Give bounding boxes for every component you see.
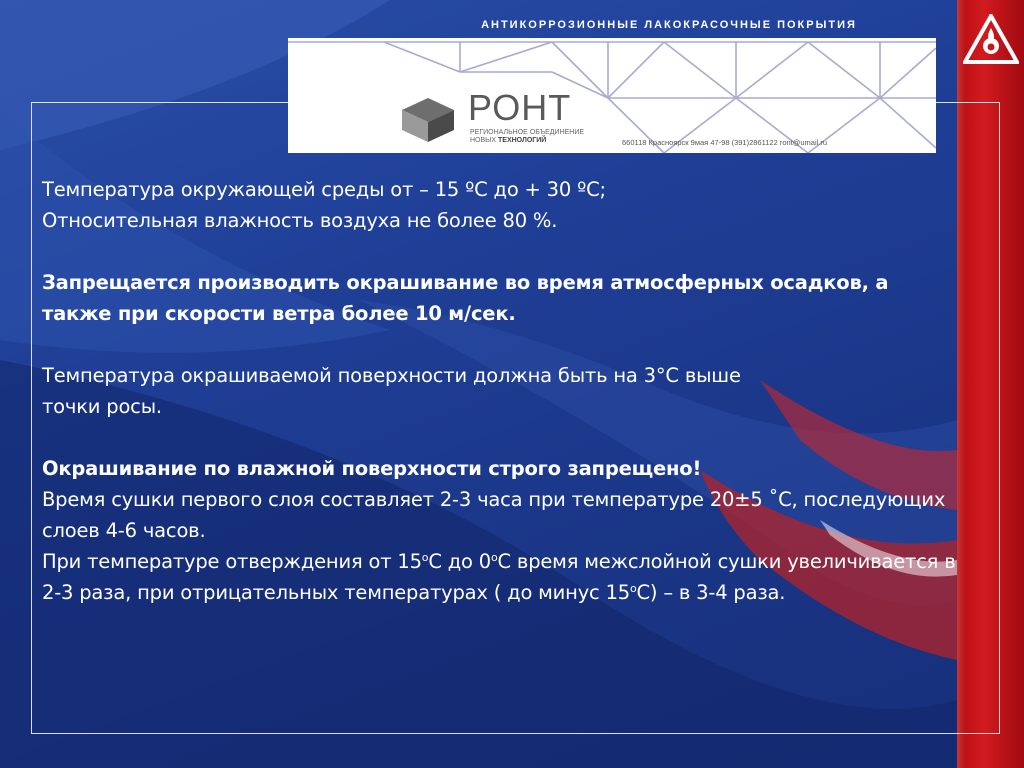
spacer [42,236,962,267]
cure-part3: С время межслойной сушки увеличивается в 2-3 раза, при отрицательных температурах ( до минус 15 [42,550,956,604]
degree-sup: о [490,551,498,564]
logo-contact: 660118 Красноярск 9мая 47-98 (391)2861122 ront@umail.ru [622,138,828,147]
spacer [42,329,962,360]
logo-subtitle [470,129,584,145]
curing-temperature-text [42,546,962,608]
precipitation-warning: Запрещается производить окрашивание во время атмосферных осадков, а также при скорости ветра более 10 м/сек. [42,271,889,325]
logo-subtitle-line1: РЕГИОНАЛЬНОЕ ОБЪЕДИНЕНИЕ [470,129,585,136]
cure-part1: При температуре отверждения от 15 [42,550,422,573]
header-title: АНТИКОРРОЗИОННЫЕ ЛАКОКРАСОЧНЫЕ ПОКРЫТИЯ [481,19,857,31]
logo-subtitle-line2 [470,137,584,145]
spacer [42,422,962,453]
logo-subtitle-strong: ТЕХНОЛОГИЙ [498,137,547,144]
triangle-pattern [288,38,936,153]
company-emblem-icon [963,14,1019,64]
logo-name: РОНТ [468,87,572,128]
cube-logo-icon [400,96,456,144]
ambient-temperature-text: Температура окружающей среды от – 15 ºС до + 30 ºС; [42,178,606,201]
degree-sup: о [421,551,429,564]
cure-part2: С до 0 [428,550,491,573]
logo-subtitle-prefix: НОВЫХ [470,137,497,144]
logo-banner [288,38,936,153]
degree-sup: о [629,582,637,595]
wet-surface-warning: Окрашивание по влажной поверхности строго запрещено! [42,457,702,480]
slide-content [42,174,962,608]
cure-part4: С) – в 3-4 раза. [636,581,786,604]
drying-time-text: Время сушки первого слоя составляет 2-3 часа при температуре 20±5 ˚С, последующих слоев 4-6 часов. [42,488,946,542]
surface-temperature-line2: точки росы. [42,395,162,418]
humidity-text: Относительная влажность воздуха не более 80 %. [42,209,558,232]
surface-temperature-line1: Температура окрашиваемой поверхности должна быть на 3°С выше [42,364,741,387]
